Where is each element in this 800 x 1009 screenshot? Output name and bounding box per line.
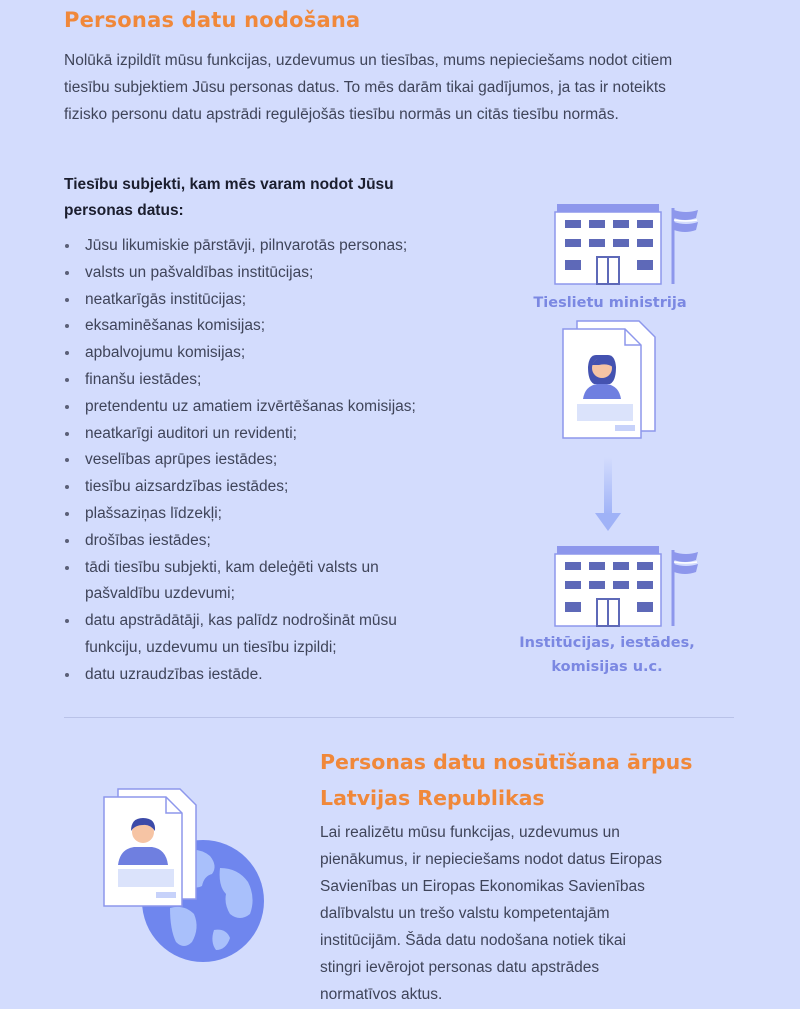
ministry-caption: Tieslietu ministrija xyxy=(533,295,687,311)
section-divider xyxy=(64,717,734,718)
list-item: pretendentu uz amatiem izvērtēšanas komisijas; xyxy=(64,394,464,421)
building-icon xyxy=(555,546,665,626)
institutions-caption: Institūcijas, iestādes, komisijas u.c. xyxy=(519,635,695,675)
section-title: Personas datu nodošana xyxy=(64,8,361,32)
intro-paragraph: Nolūkā izpildīt mūsu funkcijas, uzdevumus un tiesības, mums nepieciešams nodot citiem tiesību subjektiem Jūsu personas datus. To mēs darām tikai gadījumos, ja tas ir noteikts fizisko personu datu apstrādi regulējošās tiesību normās un citās tiesību normās. xyxy=(64,52,673,123)
document-person-icon xyxy=(104,789,199,907)
transfer-paragraph: Lai realizētu mūsu funkcijas, uzdevumus un pienākumus, ir nepieciešams nodot datus Eiropas Savienības un Eiropas Ekonomikas Savienības dalībvalstu un trešo valstu kompetentajām institūcijām. Šāda datu nodošana notiek tikai stingri ievērojot personas datu apstrādes normatīvos aktus. xyxy=(320,824,663,1003)
list-item: apbalvojumu komisijas; xyxy=(64,340,464,367)
entity-list xyxy=(64,233,464,689)
list-item: neatkarīgās institūcijas; xyxy=(64,287,464,314)
list-item: tiesību aizsardzības iestādes; xyxy=(64,474,464,501)
list-item: datu uzraudzības iestāde. xyxy=(64,662,464,689)
list-item: neatkarīgi auditori un revidenti; xyxy=(64,421,464,448)
list-item: veselības aprūpes iestādes; xyxy=(64,447,464,474)
list-item: valsts un pašvaldības institūcijas; xyxy=(64,260,464,287)
flag-icon xyxy=(670,208,704,286)
list-item: tādi tiesību subjekti, kam deleģēti valsts un pašvaldību uzdevumi; xyxy=(64,555,415,609)
list-item: Jūsu likumiskie pārstāvji, pilnvarotās personas; xyxy=(64,233,464,260)
section-title-transfer: Personas datu nosūtīšana ārpus Latvijas Republikas xyxy=(320,750,693,810)
document-person-icon xyxy=(563,321,658,439)
list-item: eksaminēšanas komisijas; xyxy=(64,313,464,340)
arrow-down-icon xyxy=(593,457,623,535)
list-item: datu apstrādātāji, kas palīdz nodrošināt mūsu funkciju, uzdevumu un tiesību izpildi; xyxy=(64,608,430,662)
list-item: plašsaziņas līdzekļi; xyxy=(64,501,464,528)
building-icon xyxy=(555,204,665,284)
list-heading: Tiesību subjekti, kam mēs varam nodot Jūsu personas datus: xyxy=(64,176,394,219)
list-item: drošības iestādes; xyxy=(64,528,464,555)
flag-icon xyxy=(670,550,704,628)
list-item: finanšu iestādes; xyxy=(64,367,464,394)
